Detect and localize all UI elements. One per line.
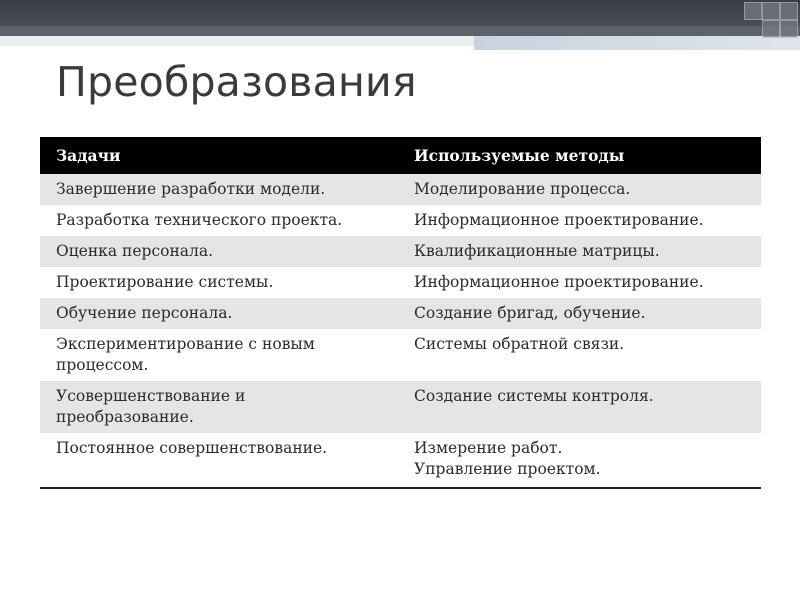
method-text: Информационное проектирование. xyxy=(414,273,704,291)
task-cell xyxy=(40,433,398,488)
task-text: Проектирование системы. xyxy=(56,273,274,291)
header-methods: Используемые методы xyxy=(398,137,761,174)
method-text: Системы обратной связи. xyxy=(414,335,625,353)
task-cell xyxy=(40,205,398,236)
method-cell xyxy=(398,329,761,381)
decor-square xyxy=(744,2,762,20)
task-cell xyxy=(40,329,398,381)
table-row xyxy=(40,329,761,381)
method-cell xyxy=(398,205,761,236)
task-text: Усовершенствование и xyxy=(56,387,246,405)
method-text: Квалификационные матрицы. xyxy=(414,242,660,260)
method-text: Моделирование процесса. xyxy=(414,180,631,198)
table-header-row xyxy=(40,137,761,174)
table-row xyxy=(40,236,761,267)
slide-title: Преобразования xyxy=(56,58,417,106)
method-text: Создание бригад, обучение. xyxy=(414,304,646,322)
table-row xyxy=(40,433,761,488)
table-row xyxy=(40,267,761,298)
method-cell xyxy=(398,174,761,205)
header-tasks: Задачи xyxy=(40,137,398,174)
top-dark-band xyxy=(0,0,800,26)
task-text: Постоянное совершенствование. xyxy=(56,439,328,457)
table-row xyxy=(40,205,761,236)
method-cell xyxy=(398,298,761,329)
task-cell xyxy=(40,381,398,433)
method-text: Создание системы контроля. xyxy=(414,387,654,405)
method-text: Информационное проектирование. xyxy=(414,211,704,229)
method-text: Измерение работ. xyxy=(414,439,563,457)
decor-square xyxy=(780,20,798,38)
method-cell xyxy=(398,381,761,433)
decor-square xyxy=(762,2,780,20)
table-row xyxy=(40,381,761,433)
task-cell xyxy=(40,236,398,267)
top-mid-band xyxy=(0,26,800,36)
decor-square xyxy=(780,2,798,20)
methods-table xyxy=(40,137,761,489)
method-cell xyxy=(398,433,761,488)
corner-decoration xyxy=(740,0,800,50)
task-cell xyxy=(40,267,398,298)
task-text: Экспериментирование с новым xyxy=(56,335,315,353)
table-row xyxy=(40,174,761,205)
method-cell xyxy=(398,267,761,298)
task-text: Завершение разработки модели. xyxy=(56,180,326,198)
task-text: процессом. xyxy=(56,356,149,374)
decor-square xyxy=(762,20,780,38)
task-text: Обучение персонала. xyxy=(56,304,233,322)
task-text: преобразование. xyxy=(56,408,194,426)
method-text: Управление проектом. xyxy=(414,460,601,478)
task-text: Разработка технического проекта. xyxy=(56,211,343,229)
task-cell xyxy=(40,298,398,329)
method-cell xyxy=(398,236,761,267)
task-text: Оценка персонала. xyxy=(56,242,214,260)
table-row xyxy=(40,298,761,329)
task-cell xyxy=(40,174,398,205)
